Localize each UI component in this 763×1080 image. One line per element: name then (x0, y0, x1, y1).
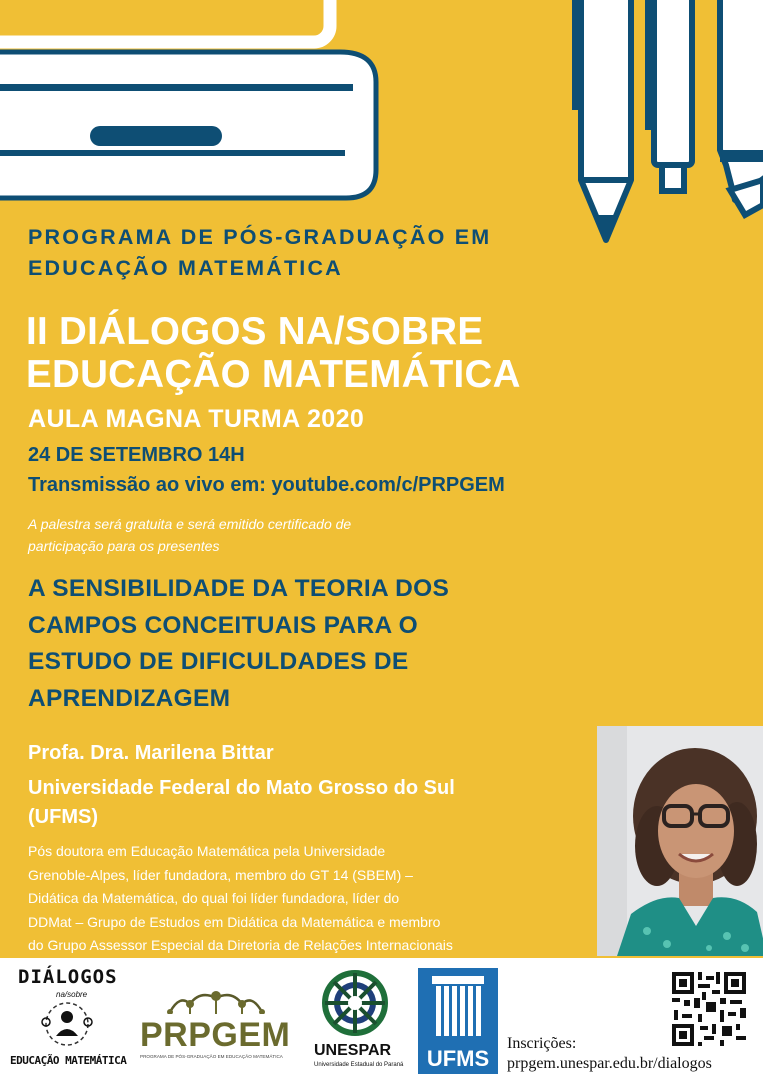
talk-line-2: CAMPOS CONCEITUAIS PARA O (28, 611, 418, 639)
bio-line-3: Didática da Matemática, do qual foi líder fundadora, líder do (28, 890, 400, 906)
prpgem-logo-text: PRPGEM (140, 1016, 291, 1054)
bio-line-4: DDMat – Grupo de Estudos em Didática da Matemática e membro (28, 913, 441, 930)
speaker-photo (597, 726, 763, 956)
laptop-trackpad (90, 126, 222, 146)
transmission-link[interactable]: Transmissão ao vivo em: youtube.com/c/PRPGEM (28, 474, 505, 496)
laptop-pens-illustration (0, 0, 763, 250)
registration-link[interactable]: prpgem.unespar.edu.br/dialogos (507, 1055, 712, 1072)
event-title-line-1: II DIÁLOGOS NA/SOBRE (26, 310, 484, 353)
talk-line-1: A SENSIBILIDADE DA TEORIA DOS (28, 575, 450, 602)
note-line-1: A palestra será gratuita e será emitido certificado de (28, 516, 352, 532)
pen-2 (654, 0, 692, 165)
prpgem-logo (138, 988, 298, 1063)
program-line-2: EDUCAÇÃO MATEMÁTICA (28, 256, 343, 280)
bio-line-2: Grenoble-Alpes, líder fundadora, membro do GT 14 (SBEM) – (28, 866, 413, 883)
event-title (26, 310, 746, 396)
program-line-1: PROGRAMA DE PÓS-GRADUAÇÃO EM (28, 225, 492, 249)
speaker-portrait-illustration (597, 726, 763, 956)
laptop-screen (0, 0, 330, 42)
dialogos-logo (8, 966, 128, 1076)
event-subtitle: AULA MAGNA TURMA 2020 (28, 405, 365, 433)
event-date: 24 DE SETEMBRO 14H (28, 444, 245, 466)
unespar-logo-subtitle: Universidade Estadual do Paraná (314, 1062, 404, 1068)
pen-3 (720, 0, 763, 200)
registration-label: Inscrições: (507, 1035, 577, 1052)
note-line-2: participação para os presentes (28, 538, 220, 554)
people-icon (32, 1000, 102, 1048)
dialogos-logo-bottom: EDUCAÇÃO MATEMÁTICA (10, 1054, 127, 1067)
ufms-building-icon (432, 976, 484, 1042)
unespar-emblem-icon (320, 968, 390, 1038)
speaker-bio (28, 840, 568, 958)
dialogos-logo-title: DIÁLOGOS (18, 966, 118, 988)
univ-line-2: (UFMS) (28, 806, 98, 828)
bio-line-1: Pós doutora em Educação Matemática pela Universidade (28, 843, 386, 859)
bio-line-5: do Grupo Assessor Especial da Diretoria de Relações Internacionais (28, 937, 453, 953)
talk-title (28, 571, 588, 717)
unespar-logo (308, 968, 408, 1076)
dialogos-logo-mid: na/sobre (56, 990, 88, 999)
program-title (28, 222, 628, 284)
talk-line-3: ESTUDO DE DIFICULDADES DE (28, 648, 409, 675)
qr-code-icon[interactable] (670, 970, 748, 1048)
ufms-logo-text: UFMS (426, 1046, 490, 1071)
prpgem-logo-subtitle: PROGRAMA DE PÓS-GRADUAÇÃO EM EDUCAÇÃO MATEMÁTICA (140, 1054, 283, 1059)
unespar-logo-text: UNESPAR (314, 1042, 392, 1059)
event-title-line-2: EDUCAÇÃO MATEMÁTICA (26, 353, 521, 396)
certificate-note (28, 513, 488, 557)
speaker-name: Profa. Dra. Marilena Bittar (28, 742, 274, 764)
pencil-1 (581, 0, 631, 240)
ufms-logo (418, 968, 498, 1074)
laptop-base (0, 52, 376, 198)
speaker-university (28, 774, 568, 832)
talk-line-4: APRENDIZAGEM (28, 684, 231, 712)
prpgem-network-icon (160, 988, 272, 1014)
univ-line-1: Universidade Federal do Mato Grosso do Sul (28, 777, 455, 799)
